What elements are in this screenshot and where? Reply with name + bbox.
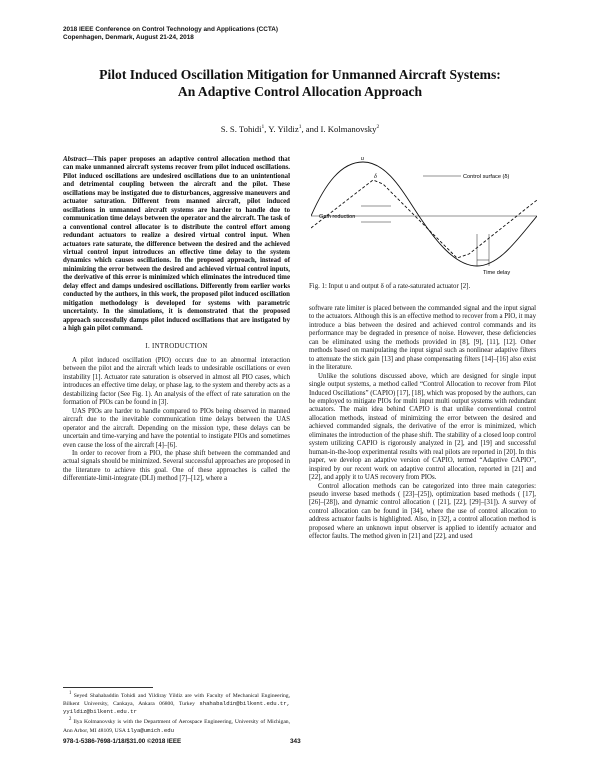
page-number: 343 — [290, 738, 301, 745]
right-paragraph-3: Control allocation methods can be categorized into three main categories: pseudo inverse based methods ( [23]–[25]), optimization based methods ( [17], [26]–[28]), and dynamic control allocation ( [21], [22], [29]–[31]). A survey of control allocation can be found in [34], where the use of control allocation to address actuator faults is highlighted. Also, in [32], a control allocation method is proposed where an unknown input observer is applied to identify actuator and effector faults. The method given in [21] and [22], and used — [309, 482, 536, 541]
footnote-1-mark: 1 — [69, 691, 72, 696]
title-line-2: An Adaptive Control Allocation Approach — [177, 84, 423, 99]
footnote-2-text: Ilya Kolmanovsky is with the Department of Aerospace Engineering, University of Michigan, Ann Arbor, MI 48109, USA — [63, 719, 290, 734]
abstract-text: This paper proposes an adaptive control allocation method that can make unmanned aircraft systems recover from pilot induced oscillations. Pilot induced oscillations are undesired oscillations due to an unintentional and detrimental coupling between the aircraft and the pilot. These oscillations may be instigated due to disturbances, aggressive maneuvers and actuator saturation. Different from manned aircraft, pilot induced oscillations in unmanned aircraft systems are harder to handle due to communication time delays between the operator and the aircraft. The task of a conventional control allocator is to distribute the control effort among redundant actuators to realize a desired virtual control input. When actuators rate saturate, the difference between the desired and the achieved virtual control input introduces an effective time delay to the system dynamics which causes oscillations. In the proposed approach, instead of minimizing the error between the desired and achieved virtual control inputs, the derivative of this error is minimized which eliminates the introduced time delay effect and damps undesired oscillations. Differently from earlier works conducted by the authors, in this work, the proposed pilot induced oscillation mitigation methodology is developed for systems with parametric uncertainty. In the simulations, it is demonstrated that the proposed approach successfully damps pilot induced oscillations that are instigated by a high gain pilot command. — [63, 156, 290, 333]
footnote-rule — [63, 687, 153, 688]
author-1-affil: 1 — [261, 124, 265, 131]
author-sep-2: , and — [301, 124, 321, 134]
figure-annot-control: Control surface (δ) — [463, 174, 510, 180]
footer-isbn: 978-1-5386-7698-1/18/$31.00 ©2018 IEEE — [63, 738, 182, 745]
right-paragraph-1: software rate limiter is placed between the commanded signal and the input signal to the actuators. Although this is an effective method to recover from a PIO, it may introduce a bias between the desired and achieved control commands and its performance may be degraded in presence of noise. However, these deficiencies can be eliminated using the methods provided in [8], [9], [11], [12]. Other methods based on manipulating the input signal such as nonlinear adaptive filters to attenuate the stick gain [13] and phase compensating filters [14]–[16] also exist in the literature. — [309, 305, 536, 372]
figure-caption: Fig. 1: Input u and output δ of a rate-saturated actuator [2]. — [309, 283, 471, 290]
figure-rate-saturation — [311, 154, 537, 279]
footnotes — [63, 690, 290, 735]
abstract-dash: — — [86, 156, 94, 163]
intro-paragraph-3: In order to recover from a PIO, the phase shift between the commanded and actual signals should be minimized. Several successful approaches are proposed in the literature to achieve this goal. One of these approaches is called the differentiate-limit-integrate (DLI) method [7]–[12], where a — [63, 449, 290, 483]
figure-label-delta: δ — [374, 174, 377, 180]
figure-annot-delay: Time delay — [483, 270, 511, 276]
figure-annot-gain: Gain reduction — [319, 214, 356, 220]
author-3: I. Kolmanovsky — [320, 124, 377, 134]
left-column — [63, 156, 290, 484]
footnote-2-mark: 2 — [69, 717, 72, 723]
conference-header — [63, 26, 278, 42]
conference-location: Copenhagen, Denmark, August 21-24, 2018 — [63, 34, 194, 41]
footnote-2-email[interactable]: ilya@umich.edu — [126, 726, 174, 734]
title-line-1: Pilot Induced Oscillation Mitigation for Unmanned Aircraft Systems: — [99, 67, 501, 82]
abstract-lead: Abstract — [63, 156, 87, 163]
author-1: S. S. Tohidi — [220, 124, 262, 134]
intro-paragraph-2: UAS PIOs are harder to handle compared to PIOs being observed in manned aircraft due to the inevitable communication time delays between the UAS operator and the aircraft. Depending on the mission type, these delays can be uncertain and time-varying and have the potential to instigate PIOs and sometimes even cause the loss of the aircraft [4]–[6]. — [63, 407, 290, 449]
right-column — [309, 305, 536, 542]
paper-title — [40, 66, 560, 100]
conference-name: 2018 IEEE Conference on Control Technology and Applications (CCTA) — [63, 26, 279, 33]
footnote-1-text: Seyed Shahabaddin Tohidi and Yildiray Yildiz are with Faculty of Mechanical Engineering, Bilkent University, Cankaya, Ankara 06800, Turkey — [63, 692, 290, 708]
author-sep-1: , — [264, 124, 269, 134]
author-3-affil: 2 — [376, 124, 380, 131]
abstract — [63, 156, 290, 334]
footnote-1 — [63, 690, 290, 716]
author-list — [40, 124, 560, 134]
figure-label-u: u — [361, 156, 364, 162]
author-2-affil: 1 — [298, 124, 302, 131]
right-paragraph-2: Unlike the solutions discussed above, which are designed for single input single output systems, a method called “Control Allocation to recover from Pilot Induced Oscillations” (CAPIO) [17], [18], which was proposed by the authors, can be employed to mitigate PIOs for multi input multi output systems with redundant actuators. The main idea behind CAPIO is that unlike conventional control allocation methods, instead of minimizing the error between the desired and achieved commanded signals, the derivative of the error is minimized, which eliminates the introduction of the phase shift. The stability of a closed loop control system utilizing CAPIO is rigorously analyzed in [2], and [19] and successful human-in-the-loop experimental results with real pilots are reported in [20]. In this paper, we develop an adaptive version of CAPIO, termed “Adaptive CAPIO”, inspired by our recent work on adaptive control allocation, reported in [21] and [22], and apply it to UAS recovery from PIOs. — [309, 372, 536, 482]
footnote-2 — [63, 716, 290, 734]
section-heading-introduction: I. INTRODUCTION — [145, 342, 208, 350]
author-2: Y. Yildiz — [268, 124, 299, 134]
intro-paragraph-1: A pilot induced oscillation (PIO) occurs due to an abnormal interaction between the pilot and the aircraft which leads to undesirable oscillations or even instability [1]. Actuator rate saturation is observed in almost all PIO cases, which introduces an effective time delay, or phase lag, to the system and thereby acts as a destabilizing factor (See Fig. 1). An analysis of the effect of rate saturation on the formation of PIOs can be found in [3]. — [63, 356, 290, 407]
footnote-1-email[interactable]: shahabaldin@bilkent.edu.tr, yyildiz@bilkent.edu.tr — [63, 700, 290, 716]
